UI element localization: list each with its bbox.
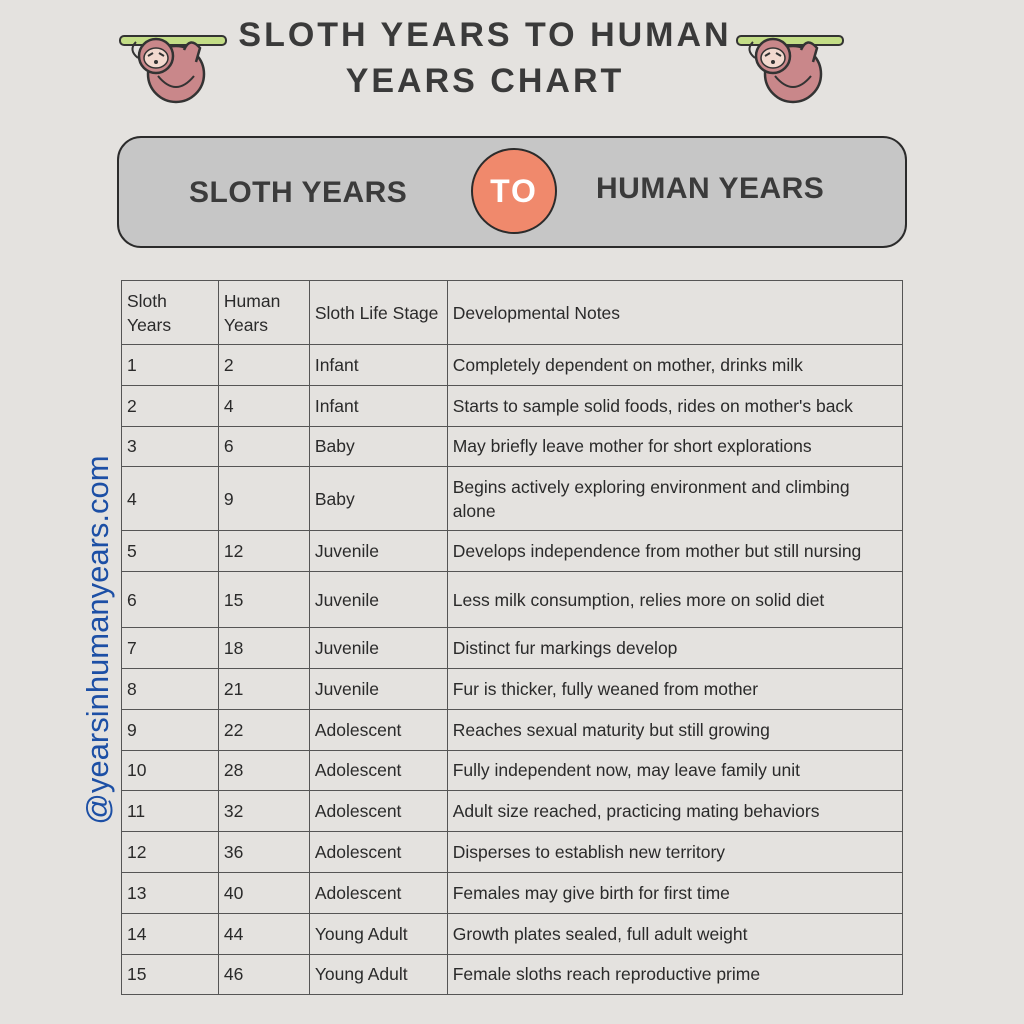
cell-sloth-years: 2 [122,385,219,426]
cell-human-years: 36 [218,832,309,873]
table-row [122,709,903,750]
title-line-2: YEARS CHART [345,62,625,100]
cell-sloth-years: 12 [122,832,219,873]
cell-human-years: 28 [218,750,309,791]
cell-notes: Develops independence from mother but still nursing [447,531,902,572]
cell-life-stage: Infant [309,385,447,426]
cell-human-years: 6 [218,426,309,467]
cell-sloth-years: 8 [122,668,219,709]
cell-notes: Fur is thicker, fully weaned from mother [447,668,902,709]
cell-notes: Completely dependent on mother, drinks milk [447,345,902,386]
cell-life-stage: Baby [309,467,447,531]
cell-notes: Distinct fur markings develop [447,628,902,669]
cell-life-stage: Juvenile [309,668,447,709]
table-row [122,668,903,709]
cell-life-stage: Adolescent [309,750,447,791]
cell-notes: Disperses to establish new territory [447,832,902,873]
table-row [122,572,903,628]
banner-to-badge [471,148,557,234]
banner-sloth-years: SLOTH YEARS [189,176,408,209]
page-title [200,12,770,104]
cell-sloth-years: 7 [122,628,219,669]
table-row [122,954,903,995]
cell-notes: Adult size reached, practicing mating behaviors [447,791,902,832]
website-watermark: @yearsinhumanyears.com [80,455,115,825]
cell-human-years: 44 [218,913,309,954]
cell-life-stage: Adolescent [309,791,447,832]
table-row [122,750,903,791]
cell-human-years: 9 [218,467,309,531]
header-human-years: Human Years [218,281,309,345]
table-row [122,531,903,572]
cell-life-stage: Young Adult [309,913,447,954]
cell-sloth-years: 14 [122,913,219,954]
cell-life-stage: Infant [309,345,447,386]
cell-sloth-years: 11 [122,791,219,832]
cell-sloth-years: 13 [122,872,219,913]
table-row [122,872,903,913]
table-row [122,467,903,531]
cell-human-years: 21 [218,668,309,709]
cell-sloth-years: 4 [122,467,219,531]
table-row [122,832,903,873]
cell-life-stage: Juvenile [309,628,447,669]
cell-sloth-years: 5 [122,531,219,572]
cell-sloth-years: 6 [122,572,219,628]
cell-notes: Reaches sexual maturity but still growing [447,709,902,750]
cell-notes: May briefly leave mother for short explorations [447,426,902,467]
cell-sloth-years: 1 [122,345,219,386]
table-row [122,385,903,426]
table-row [122,913,903,954]
title-line-1: SLOTH YEARS TO HUMAN [238,16,732,54]
header-sloth-years: Sloth Years [122,281,219,345]
cell-life-stage: Adolescent [309,709,447,750]
cell-human-years: 2 [218,345,309,386]
cell-human-years: 12 [218,531,309,572]
conversion-banner [117,136,907,248]
cell-human-years: 18 [218,628,309,669]
cell-notes: Fully independent now, may leave family unit [447,750,902,791]
banner-human-years: HUMAN YEARS [596,172,825,205]
cell-notes: Female sloths reach reproductive prime [447,954,902,995]
cell-sloth-years: 15 [122,954,219,995]
cell-sloth-years: 10 [122,750,219,791]
cell-life-stage: Adolescent [309,872,447,913]
cell-notes: Begins actively exploring environment and climbing alone [447,467,902,531]
cell-sloth-years: 3 [122,426,219,467]
cell-life-stage: Juvenile [309,531,447,572]
conversion-table [121,280,903,995]
table-header-row [122,281,903,345]
table-body [122,345,903,995]
cell-notes: Growth plates sealed, full adult weight [447,913,902,954]
banner-to-label: TO [490,172,538,209]
cell-life-stage: Juvenile [309,572,447,628]
table-row [122,628,903,669]
table-row [122,426,903,467]
table-row [122,345,903,386]
cell-sloth-years: 9 [122,709,219,750]
cell-life-stage: Young Adult [309,954,447,995]
cell-human-years: 32 [218,791,309,832]
cell-human-years: 4 [218,385,309,426]
table-row [122,791,903,832]
cell-notes: Females may give birth for first time [447,872,902,913]
cell-notes: Less milk consumption, relies more on solid diet [447,572,902,628]
cell-human-years: 40 [218,872,309,913]
cell-notes: Starts to sample solid foods, rides on mother's back [447,385,902,426]
cell-human-years: 46 [218,954,309,995]
cell-human-years: 15 [218,572,309,628]
cell-life-stage: Adolescent [309,832,447,873]
header-notes: Developmental Notes [447,281,902,345]
cell-life-stage: Baby [309,426,447,467]
header-life-stage: Sloth Life Stage [309,281,447,345]
cell-human-years: 22 [218,709,309,750]
